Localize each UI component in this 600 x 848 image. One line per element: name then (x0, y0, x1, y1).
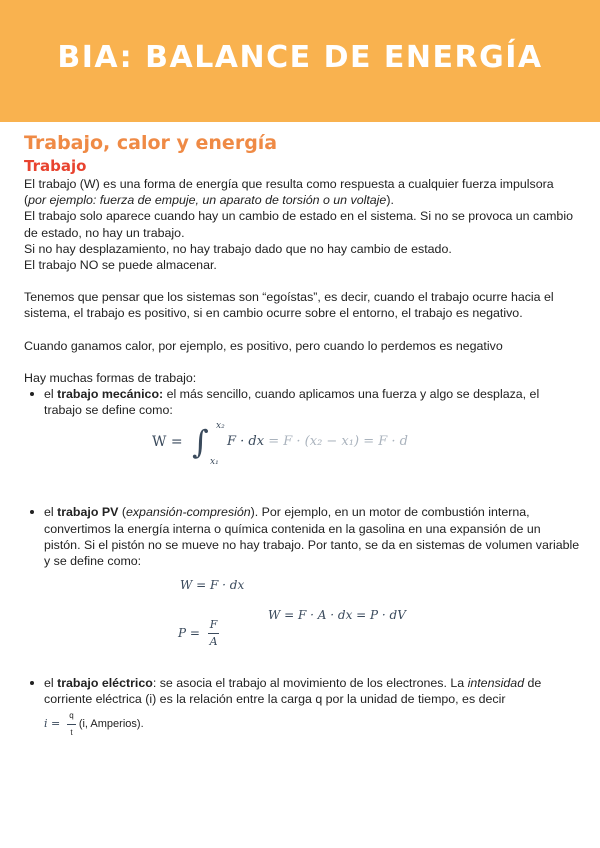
list-item (44, 504, 580, 659)
document-body (24, 130, 580, 741)
pv-work-formulas (44, 577, 580, 659)
pressure-numerator: F (208, 617, 220, 634)
mechanical-work-formula (44, 422, 580, 468)
intro-paragraph-4: El trabajo NO se puede almacenar. (24, 258, 217, 273)
item-bold: trabajo mecánico: (57, 387, 164, 402)
integral-sign: ∫ (192, 423, 209, 462)
formula-lhs: W = (152, 434, 183, 451)
current-denominator: t (70, 727, 73, 737)
egoistas-paragraph: Tenemos que pensar que los sistemas son “egoístas”, es decir, cuando el trabajo ocurre hacia el sistema, el trabajo es positivo, si en cambio ocurre sobre el entorno, el trabajo es negativo. (24, 290, 554, 321)
current-end: . (140, 718, 144, 731)
item-text: ). Por ejemplo, en un motor de combustión interna, convertimos la energía interna o química contenida en la gasolina en una expansión de un pistón. Si el pistón no se mueve no hay trabajo. Por tanto, se da en sistemas de volumen variable y se define como: (44, 505, 580, 569)
list-item (44, 675, 580, 741)
integral-lower: x₁ (210, 457, 219, 468)
item-italic: expansión-compresión (125, 505, 251, 520)
item-text: : se asocia el trabajo al movimiento de los electrones. La (152, 676, 468, 691)
item-text: el más sencillo, cuando aplicamos una fuerza y algo se desplaza, el trabajo se define como: (44, 387, 540, 418)
integral-upper: x₂ (216, 421, 225, 432)
pressure-denominator: A (209, 635, 218, 649)
calor-paragraph: Cuando ganamos calor, por ejemplo, es positivo, pero cuando lo perdemos es negativo (24, 338, 503, 353)
pressure-lhs: P = (178, 626, 200, 641)
intro-paragraph-2: El trabajo solo aparece cuando hay un cambio de estado en el sistema. Si no se provoca un cambio de estado, no hay un trabajo. (24, 209, 573, 240)
formula-expansion: = F · (x₂ − x₁) (268, 434, 360, 450)
current-numerator: q (67, 708, 75, 725)
intro-text: El trabajo (W) es una forma de energía que resulta como respuesta a cualquier fuerza impulsora (24, 177, 554, 191)
formula-pressure (178, 617, 219, 650)
paren-close: ). (386, 193, 394, 208)
item-bold: trabajo eléctrico (57, 676, 153, 691)
work-types-list (24, 386, 580, 741)
page-title: BIA: BALANCE DE ENERGÍA (57, 40, 543, 75)
current-lhs: i = (44, 717, 61, 731)
intro-paragraph-1 (24, 176, 580, 208)
formula-result: = F · d (363, 434, 408, 450)
formula-w-fdx: W = F · dx (180, 578, 245, 593)
examples-italic: por ejemplo: fuerza de empuje, un aparato de torsión o un voltaje (28, 193, 387, 208)
paren-open: ( (24, 193, 29, 208)
current-formula (44, 710, 144, 737)
paren-open: ( (118, 505, 126, 520)
item-text-2: de corriente eléctrica (i) es la relación entre la carga q por la unidad de tiempo, es decir (44, 676, 542, 707)
section-subtitle: Trabajo (24, 157, 87, 175)
item-prefix: el (44, 505, 58, 520)
header-banner (0, 0, 600, 122)
formula-w-pdv: W = F · A · dx = P · dV (268, 608, 406, 623)
item-prefix: el (44, 387, 58, 402)
item-italic: intensidad (467, 676, 525, 691)
list-item (44, 386, 580, 468)
section-title: Trabajo, calor y energía (24, 132, 278, 154)
item-bold: trabajo PV (57, 505, 119, 520)
current-unit: (i, Amperios) (78, 718, 141, 731)
formas-paragraph: Hay muchas formas de trabajo: (24, 370, 197, 385)
item-prefix: el (44, 676, 58, 691)
intro-paragraph-3: Si no hay desplazamiento, no hay trabajo dado que no hay cambio de estado. (24, 241, 452, 256)
formula-integrand: F · dx (227, 434, 265, 450)
